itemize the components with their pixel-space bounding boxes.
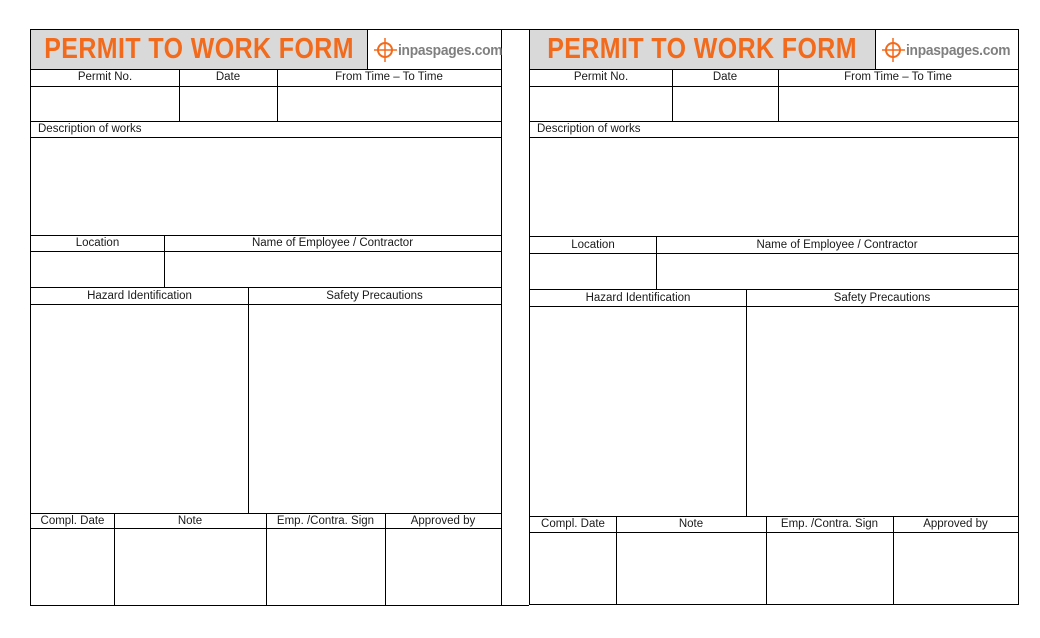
- note-field[interactable]: [617, 533, 766, 605]
- approved-label: Approved by: [923, 518, 988, 530]
- hazard-field[interactable]: [530, 307, 746, 516]
- location-field[interactable]: [530, 254, 656, 289]
- title-banner: [31, 30, 367, 69]
- site-logo: [374, 32, 511, 68]
- hazard-field[interactable]: [31, 305, 248, 513]
- time-field[interactable]: [779, 87, 1018, 121]
- note-label: Note: [177, 515, 203, 527]
- compl-date-label: Compl. Date: [541, 518, 605, 530]
- crosshair-target-icon: [882, 36, 906, 64]
- sign-label: Emp. /Contra. Sign: [276, 515, 375, 527]
- form-title: PERMIT TO WORK FORM: [44, 33, 354, 65]
- sign-field[interactable]: [767, 533, 893, 605]
- description-field[interactable]: [530, 138, 1018, 236]
- description-field[interactable]: [31, 138, 501, 235]
- date-label: Date: [215, 71, 241, 83]
- employee-field[interactable]: [165, 252, 501, 287]
- permit-form-right: [529, 29, 1019, 605]
- employee-field[interactable]: [657, 254, 1018, 289]
- permit-no-field[interactable]: [530, 87, 672, 121]
- permit-no-label: Permit No.: [573, 71, 629, 83]
- time-label: From Time – To Time: [335, 71, 443, 83]
- title-banner: [530, 30, 875, 69]
- hazard-label: Hazard Identification: [87, 290, 192, 302]
- logo-text: inpaspages.com: [398, 41, 503, 59]
- safety-label: Safety Precautions: [326, 290, 423, 302]
- permit-form-left: [30, 29, 502, 606]
- description-label: Description of works: [537, 123, 641, 135]
- approved-field[interactable]: [894, 533, 1018, 605]
- employee-label: Name of Employee / Contractor: [756, 239, 918, 251]
- date-label: Date: [712, 71, 738, 83]
- sign-label: Emp. /Contra. Sign: [780, 518, 879, 530]
- hazard-label: Hazard Identification: [585, 292, 691, 304]
- safety-label: Safety Precautions: [833, 292, 931, 304]
- crosshair-target-icon: [374, 36, 398, 64]
- note-field[interactable]: [115, 529, 266, 605]
- employee-label: Name of Employee / Contractor: [251, 237, 414, 249]
- sign-field[interactable]: [267, 529, 385, 605]
- date-field[interactable]: [673, 87, 778, 121]
- permit-no-field[interactable]: [31, 87, 179, 121]
- compl-date-field[interactable]: [31, 529, 114, 605]
- date-field[interactable]: [180, 87, 277, 121]
- location-field[interactable]: [31, 252, 164, 287]
- approved-label: Approved by: [410, 515, 476, 527]
- permit-no-label: Permit No.: [77, 71, 133, 83]
- location-label: Location: [75, 237, 120, 249]
- location-label: Location: [571, 239, 615, 251]
- form-separator: [501, 29, 529, 606]
- safety-field[interactable]: [249, 305, 501, 513]
- time-label: From Time – To Time: [844, 71, 952, 83]
- compl-date-label: Compl. Date: [40, 515, 105, 527]
- form-title: PERMIT TO WORK FORM: [547, 33, 858, 65]
- note-label: Note: [678, 518, 704, 530]
- description-label: Description of works: [38, 123, 142, 135]
- site-logo: [882, 32, 1019, 68]
- safety-field[interactable]: [747, 307, 1018, 516]
- time-field[interactable]: [278, 87, 501, 121]
- compl-date-field[interactable]: [530, 533, 616, 605]
- logo-text: inpaspages.com: [906, 41, 1011, 59]
- approved-field[interactable]: [386, 529, 501, 605]
